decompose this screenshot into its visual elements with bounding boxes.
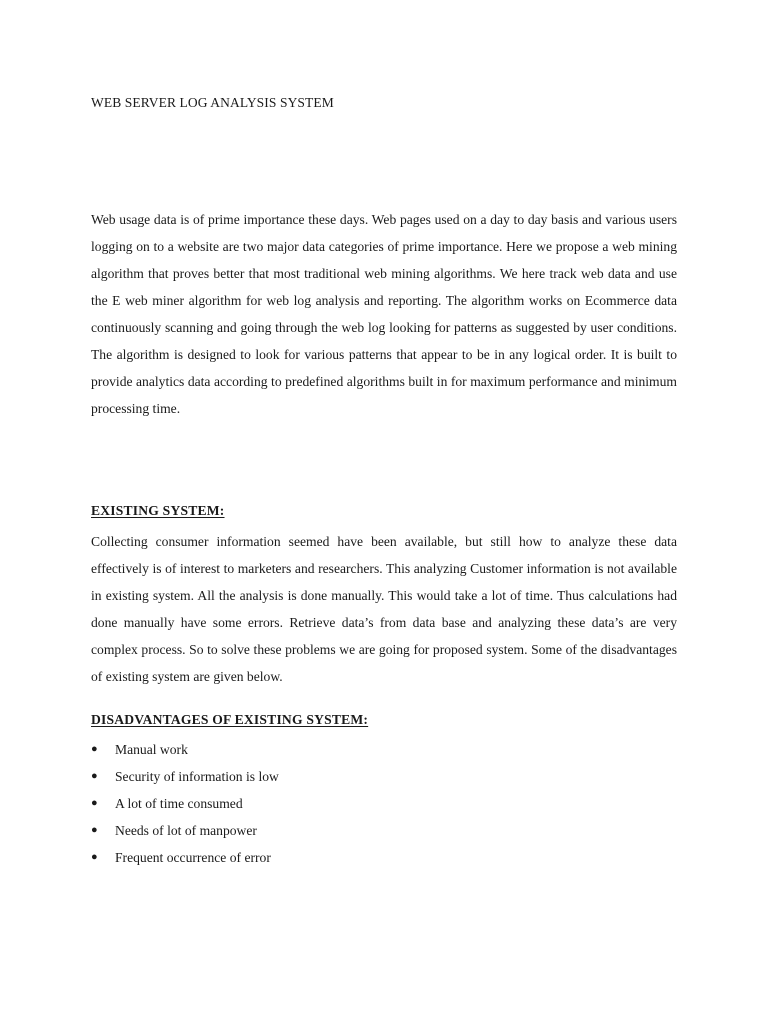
list-item bbox=[91, 844, 677, 871]
list-item bbox=[91, 817, 677, 844]
list-item-text: Security of information is low bbox=[115, 769, 279, 784]
document-title: WEB SERVER LOG ANALYSIS SYSTEM bbox=[91, 95, 334, 110]
bullet-icon: ● bbox=[91, 743, 98, 755]
existing-system-heading: EXISTING SYSTEM: bbox=[91, 503, 225, 518]
disadvantages-list bbox=[91, 736, 677, 871]
list-item-text: A lot of time consumed bbox=[115, 796, 243, 811]
bullet-icon: ● bbox=[91, 770, 98, 782]
list-item-text: Manual work bbox=[115, 742, 188, 757]
bullet-icon: ● bbox=[91, 824, 98, 836]
list-item-text: Frequent occurrence of error bbox=[115, 850, 271, 865]
list-item bbox=[91, 763, 677, 790]
list-item bbox=[91, 790, 677, 817]
bullet-icon: ● bbox=[91, 797, 98, 809]
list-item bbox=[91, 736, 677, 763]
existing-system-paragraph: Collecting consumer information seemed have been available, but still how to analyze these data effectively is of interest to marketers and researchers. This analyzing Customer information is not available in existing system. All the analysis is done manually. This would take a lot of time. Thus calculations had done manually have some errors. Retrieve data’s from data base and analyzing these data’s are very complex process. So to solve these problems we are going for proposed system. Some of the disadvantages of existing system are given below. bbox=[91, 534, 677, 684]
disadvantages-heading: DISADVANTAGES OF EXISTING SYSTEM: bbox=[91, 712, 369, 727]
intro-paragraph: Web usage data is of prime importance these days. Web pages used on a day to day basis and various users logging on to a website are two major data categories of prime importance. Here we propose a web mining algorithm that proves better that most traditional web mining algorithms. We here track web data and use the E web miner algorithm for web log analysis and reporting. The algorithm works on Ecommerce data continuously scanning and going through the web log looking for patterns as suggested by user conditions. The algorithm is designed to look for various patterns that appear to be in any logical order. It is built to provide analytics data according to predefined algorithms built in for maximum performance and minimum processing time. bbox=[91, 212, 677, 416]
list-item-text: Needs of lot of manpower bbox=[115, 823, 257, 838]
bullet-icon: ● bbox=[91, 851, 98, 863]
